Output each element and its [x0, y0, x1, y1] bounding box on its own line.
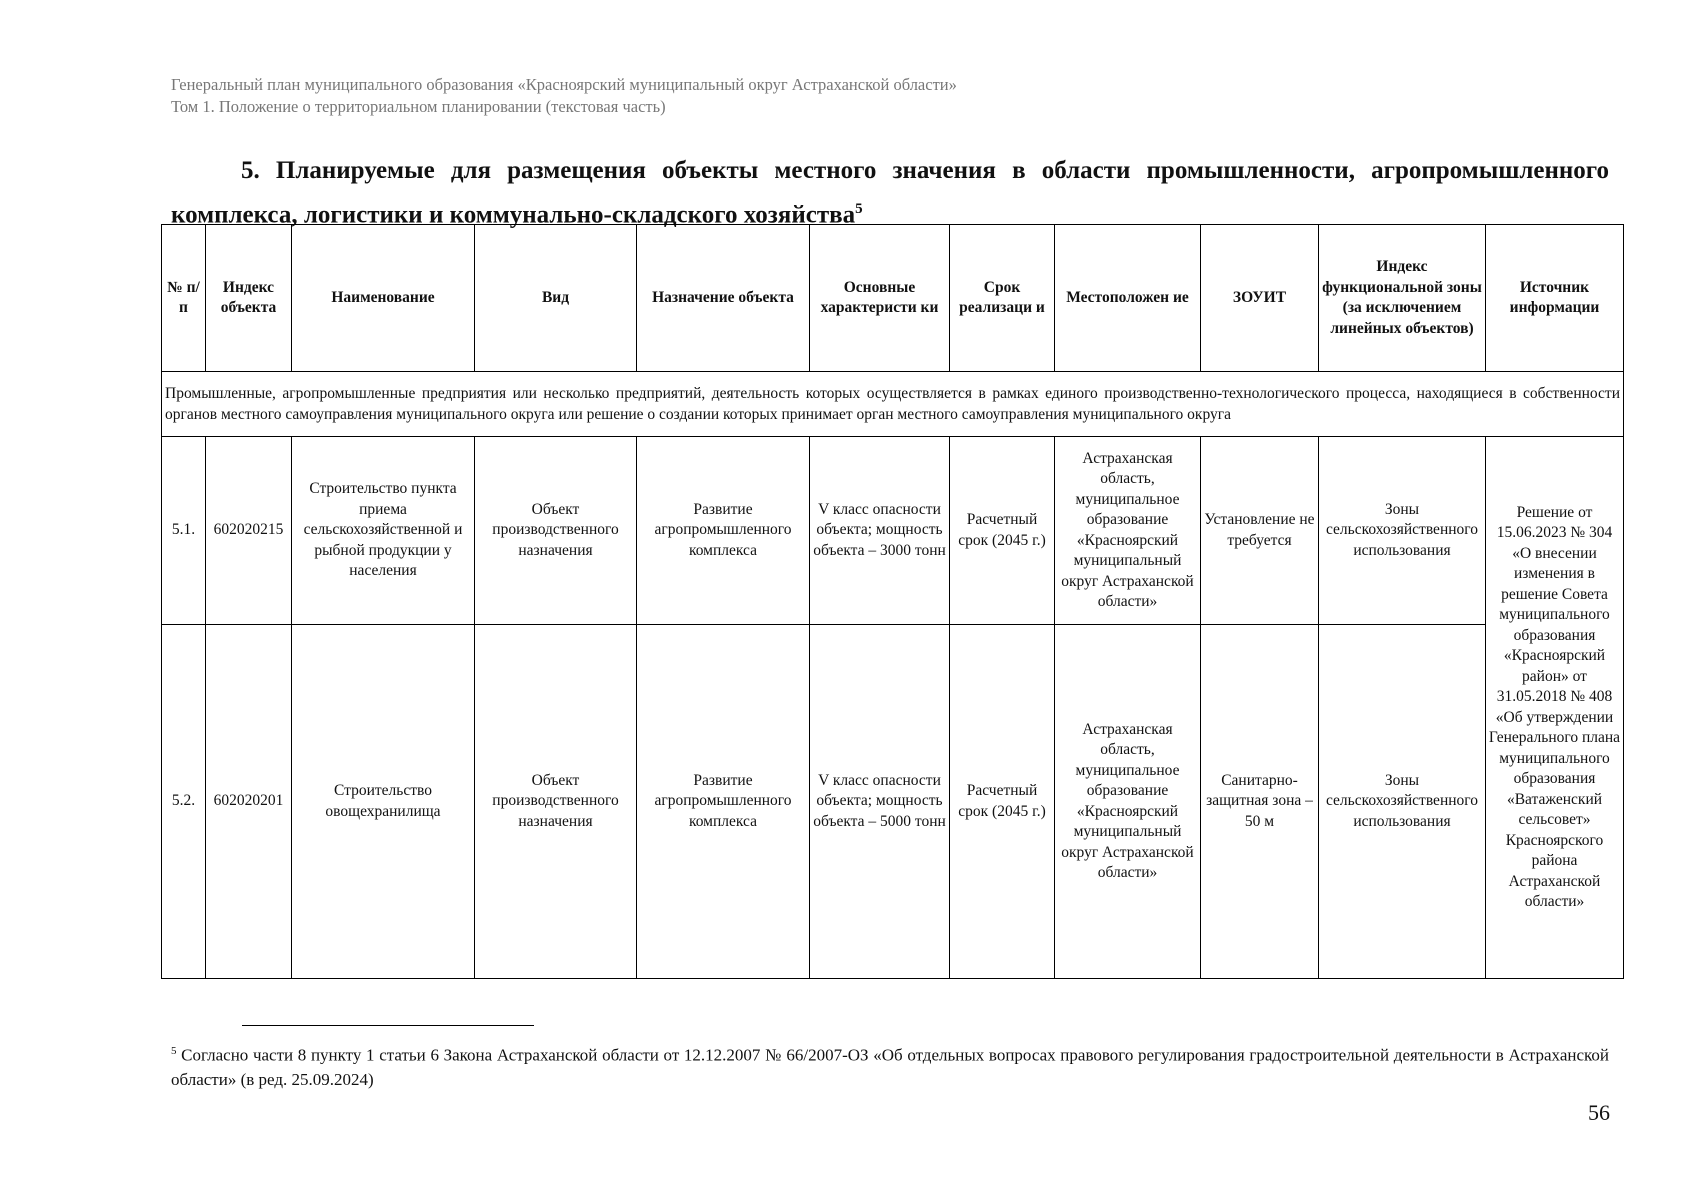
table-row [162, 625, 1624, 979]
cell-num: 5.1. [162, 437, 206, 625]
group-row-text: Промышленные, агропромышленные предприятия или несколько предприятий, деятельность которых осуществляется в рамках единого производственно-технологического процесса, находящиеся в собственности органов местного самоуправления муниципального округа или решение о создании которых принимает орган местного самоуправления муниципального округа [162, 372, 1624, 437]
cell-location: Астраханская область, муниципальное образование «Красноярский муниципальный округ Астраханской области» [1055, 625, 1201, 979]
cell-type: Объект производственного назначения [475, 437, 637, 625]
col-header-name: Наименование [292, 225, 475, 372]
cell-location: Астраханская область, муниципальное образование «Красноярский муниципальный округ Астраханской области» [1055, 437, 1201, 625]
cell-zouit: Санитарно-защитная зона – 50 м [1201, 625, 1319, 979]
objects-table [161, 224, 1624, 979]
footnote-ref[interactable]: 5 [855, 201, 863, 217]
table-group-row [162, 372, 1624, 437]
col-header-num: № п/ п [162, 225, 206, 372]
cell-name: Строительство овощехранилища [292, 625, 475, 979]
col-header-purpose: Назначение объекта [637, 225, 810, 372]
cell-zouit: Установление не требуется [1201, 437, 1319, 625]
cell-purpose: Развитие агропромышленного комплекса [637, 437, 810, 625]
cell-characteristics: V класс опасности объекта; мощность объекта – 5000 тонн [810, 625, 950, 979]
cell-index: 602020201 [206, 625, 292, 979]
cell-type: Объект производственного назначения [475, 625, 637, 979]
section-title-text: Планируемые для размещения объекты местного значения в области промышленности, агропромышленного комплекса, логистики и коммунально-складского хозяйства [171, 157, 1609, 229]
cell-zone: Зоны сельскохозяйственного использования [1319, 437, 1486, 625]
cell-purpose: Развитие агропромышленного комплекса [637, 625, 810, 979]
col-header-source: Источник информации [1486, 225, 1624, 372]
cell-index: 602020215 [206, 437, 292, 625]
cell-zone: Зоны сельскохозяйственного использования [1319, 625, 1486, 979]
col-header-term: Срок реализаци и [950, 225, 1055, 372]
running-header-line-2: Том 1. Положение о территориальном планировании (текстовая часть) [171, 97, 666, 116]
running-header [171, 74, 957, 118]
cell-source: Решение от 15.06.2023 № 304 «О внесении изменения в решение Совета муниципального образования «Красноярский район» от 31.05.2018 № 408 «Об утверждении Генерального плана муниципального образования «Ватаженский сельсовет» Красноярского района Астраханской области» [1486, 437, 1624, 979]
col-header-location: Местоположен ие [1055, 225, 1201, 372]
cell-name: Строительство пункта приема сельскохозяйственной и рыбной продукции у населения [292, 437, 475, 625]
cell-characteristics: V класс опасности объекта; мощность объекта – 3000 тонн [810, 437, 950, 625]
section-number: 5. [241, 157, 260, 184]
cell-term: Расчетный срок (2045 г.) [950, 625, 1055, 979]
col-header-zouit: ЗОУИТ [1201, 225, 1319, 372]
table-row [162, 437, 1624, 625]
cell-num: 5.2. [162, 625, 206, 979]
table-header-row [162, 225, 1624, 372]
page-number: 56 [1588, 1100, 1610, 1125]
col-header-type: Вид [475, 225, 637, 372]
footnote-separator [242, 1025, 534, 1026]
col-header-index: Индекс объекта [206, 225, 292, 372]
col-header-zone-index: Индекс функциональной зоны (за исключением линейных объектов) [1319, 225, 1486, 372]
footnote-mark: 5 [171, 1045, 177, 1057]
footnote-text: Согласно части 8 пункту 1 статьи 6 Закона Астраханской области от 12.12.2007 № 66/2007-ОЗ «Об отдельных вопросах правового регулирования градостроительной деятельности в Астраханской области» (в ред. 25.09.2024) [171, 1045, 1610, 1089]
col-header-characteristics: Основные характеристи ки [810, 225, 950, 372]
cell-term: Расчетный срок (2045 г.) [950, 437, 1055, 625]
footnote [171, 1039, 1609, 1092]
section-title [171, 152, 1609, 234]
running-header-line-1: Генеральный план муниципального образования «Красноярский муниципальный округ Астраханской области» [171, 75, 957, 94]
